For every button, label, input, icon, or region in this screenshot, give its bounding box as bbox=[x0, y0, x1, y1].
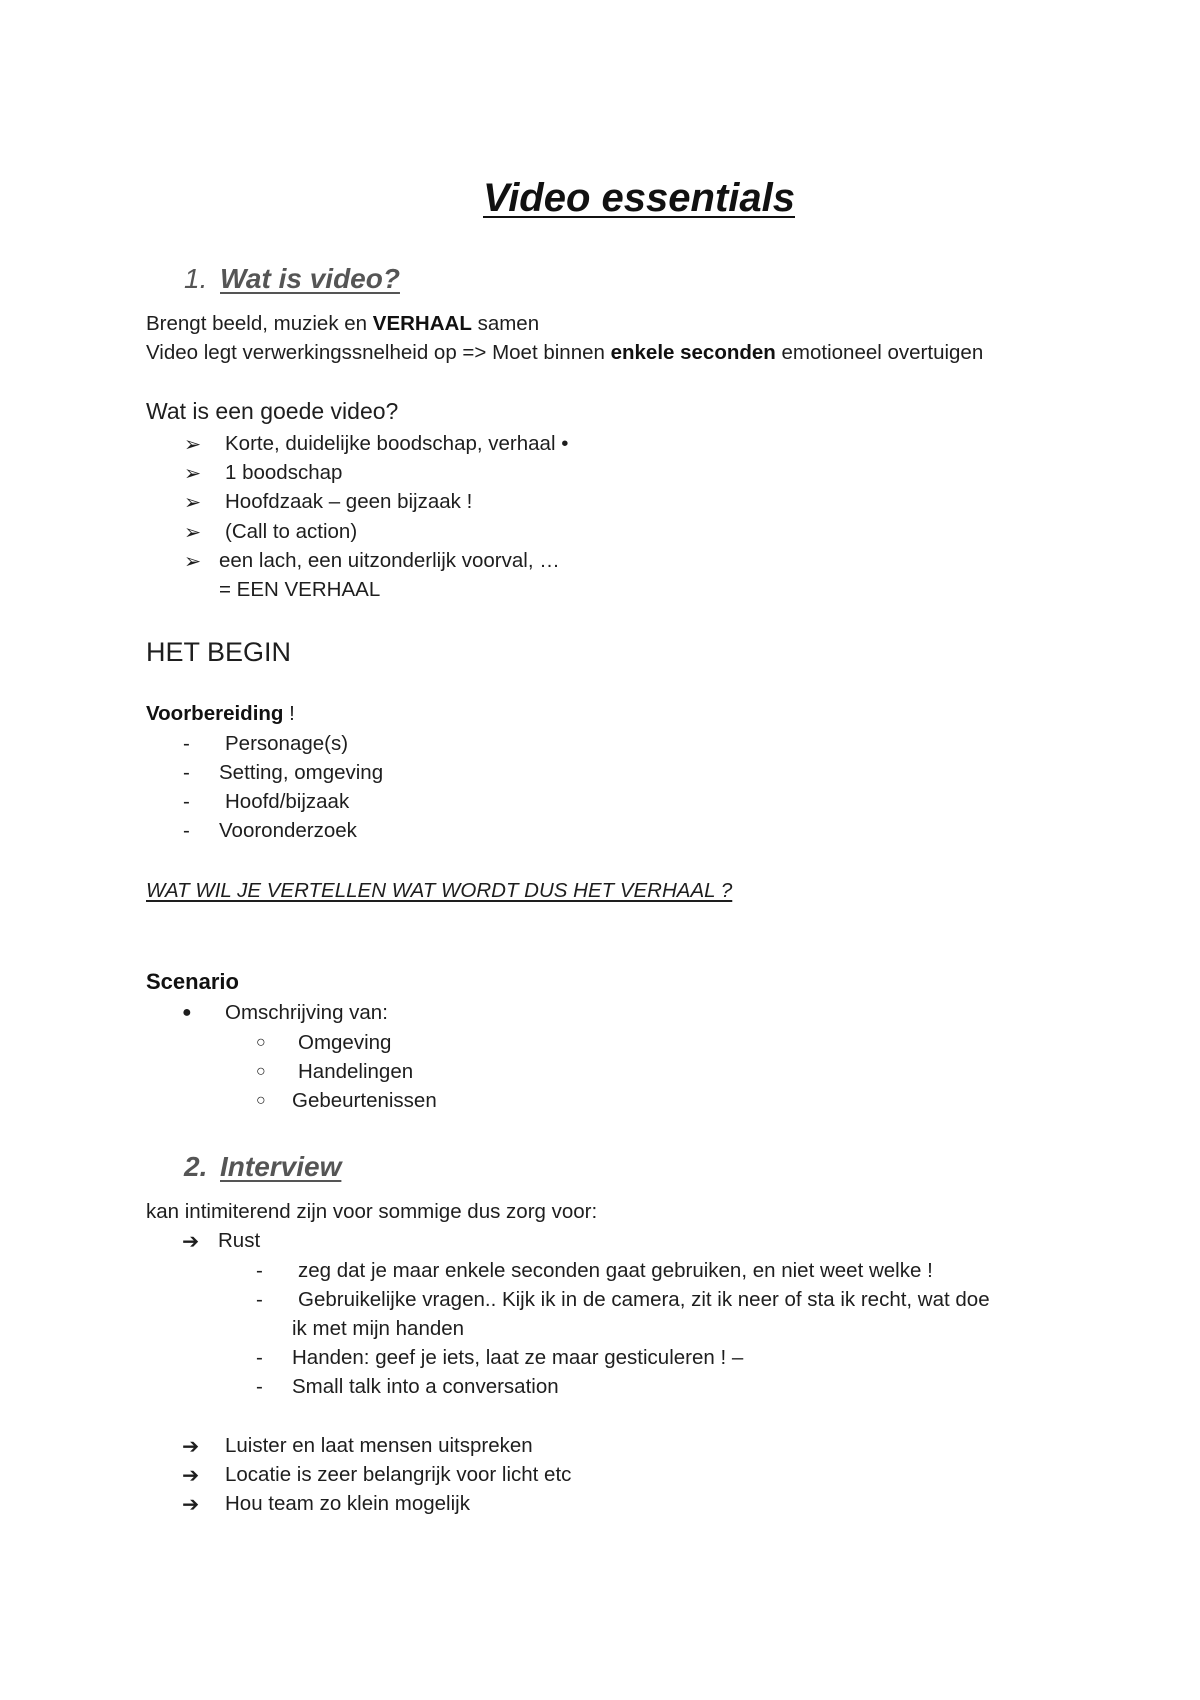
list-item-text: Handelingen bbox=[298, 1060, 414, 1083]
het-begin-heading: HET BEGIN bbox=[146, 637, 292, 667]
dash-bullet-icon: - bbox=[183, 790, 190, 813]
list-item bbox=[184, 549, 560, 573]
list-item bbox=[184, 520, 357, 544]
arrowhead-bullet-icon: ➢ bbox=[184, 491, 202, 514]
list-item-text: Personage(s) bbox=[225, 732, 349, 755]
sub-list-item bbox=[256, 1031, 391, 1055]
section-heading-text: Wat is video? bbox=[220, 263, 400, 294]
subheading-question: Wat is een goede video? bbox=[146, 398, 399, 424]
list-item-text: Luister en laat mensen uitspreken bbox=[225, 1434, 533, 1457]
bold-text: Voorbereiding bbox=[146, 702, 284, 725]
list-item-text: Omschrijving van: bbox=[225, 1001, 388, 1024]
arrow-right-icon: ➔ bbox=[182, 1230, 200, 1253]
section-heading-text: Interview bbox=[220, 1151, 342, 1182]
filled-circle-bullet-icon: ● bbox=[182, 1004, 192, 1021]
sub-list-item-continuation: ik met mijn handen bbox=[292, 1317, 465, 1340]
hollow-circle-bullet-icon: ○ bbox=[256, 1092, 266, 1109]
sub-list-item bbox=[256, 1089, 437, 1113]
bold-text: VERHAAL bbox=[372, 312, 472, 335]
list-item bbox=[182, 1229, 260, 1253]
voorbereiding-heading bbox=[146, 702, 295, 726]
list-item bbox=[183, 761, 383, 785]
arrowhead-bullet-icon: ➢ bbox=[184, 462, 202, 485]
arrow-right-icon: ➔ bbox=[182, 1493, 200, 1516]
hollow-circle-bullet-icon: ○ bbox=[256, 1063, 266, 1080]
list-item-text: Small talk into a conversation bbox=[292, 1375, 559, 1398]
list-item-text: Hoofd/bijzaak bbox=[225, 790, 350, 813]
sub-list-item bbox=[256, 1346, 743, 1370]
text-span: samen bbox=[471, 312, 540, 335]
arrow-right-icon: ➔ bbox=[182, 1435, 200, 1458]
list-item bbox=[184, 461, 342, 485]
text-span: ! bbox=[283, 702, 295, 725]
sub-list-item bbox=[256, 1259, 933, 1283]
section-number: 2. bbox=[184, 1151, 208, 1182]
list-item bbox=[182, 1492, 470, 1516]
list-item-text: Handen: geef je iets, laat ze maar gesticuleren ! – bbox=[292, 1346, 744, 1369]
document-title: Video essentials bbox=[483, 176, 795, 220]
dash-bullet-icon: - bbox=[256, 1288, 263, 1311]
arrowhead-bullet-icon: ➢ bbox=[184, 433, 202, 456]
list-item-text: Setting, omgeving bbox=[219, 761, 384, 784]
dash-bullet-icon: - bbox=[183, 819, 190, 842]
list-item-text: Korte, duidelijke boodschap, verhaal • bbox=[225, 432, 569, 455]
paragraph-line bbox=[146, 341, 983, 365]
story-question: WAT WIL JE VERTELLEN WAT WORDT DUS HET VERHAAL ? bbox=[146, 879, 733, 902]
list-item bbox=[182, 1463, 571, 1487]
section-heading-interview bbox=[184, 1151, 341, 1183]
list-item-text: Gebeurtenissen bbox=[292, 1089, 437, 1112]
list-item bbox=[182, 1434, 533, 1458]
hollow-circle-bullet-icon: ○ bbox=[256, 1034, 266, 1051]
section-number: 1. bbox=[184, 263, 208, 294]
dash-bullet-icon: - bbox=[256, 1375, 263, 1398]
list-item-text: Locatie is zeer belangrijk voor licht etc bbox=[225, 1463, 572, 1486]
list-item-text: Omgeving bbox=[298, 1031, 392, 1054]
scenario-heading bbox=[146, 969, 239, 995]
text-span: Video legt verwerkingssnelheid op => Moet binnen bbox=[146, 341, 611, 364]
arrowhead-bullet-icon: ➢ bbox=[184, 550, 202, 573]
sub-list-item bbox=[256, 1060, 413, 1084]
section-heading-wat-is-video bbox=[184, 263, 400, 295]
dash-bullet-icon: - bbox=[256, 1259, 263, 1282]
text-span: Brengt beeld, muziek en bbox=[146, 312, 373, 335]
list-item-text: 1 boodschap bbox=[225, 461, 343, 484]
arrowhead-bullet-icon: ➢ bbox=[184, 521, 202, 544]
list-item bbox=[183, 790, 349, 814]
bold-text: enkele seconden bbox=[610, 341, 776, 364]
list-item bbox=[184, 490, 472, 514]
dash-bullet-icon: - bbox=[183, 761, 190, 784]
list-item-text: Rust bbox=[218, 1229, 261, 1252]
list-item bbox=[182, 1001, 388, 1025]
list-item-text: (Call to action) bbox=[225, 520, 358, 543]
list-item bbox=[183, 732, 348, 756]
dash-bullet-icon: - bbox=[256, 1346, 263, 1369]
list-item-text: Hoofdzaak – geen bijzaak ! bbox=[225, 490, 473, 513]
interview-intro: kan intimiterend zijn voor sommige dus zorg voor: bbox=[146, 1200, 598, 1223]
list-item bbox=[184, 432, 568, 456]
sub-list-item bbox=[256, 1375, 559, 1399]
list-item-text: zeg dat je maar enkele seconden gaat gebruiken, en niet weet welke ! bbox=[298, 1259, 933, 1282]
arrow-right-icon: ➔ bbox=[182, 1464, 200, 1487]
sub-list-item bbox=[256, 1288, 990, 1312]
list-item-text: Gebruikelijke vragen.. Kijk ik in de camera, zit ik neer of sta ik recht, wat doe bbox=[298, 1288, 990, 1311]
list-item-text: Vooronderzoek bbox=[219, 819, 357, 842]
list-item-text: een lach, een uitzonderlijk voorval, … bbox=[219, 549, 560, 572]
list-conclusion: = EEN VERHAAL bbox=[219, 578, 381, 601]
dash-bullet-icon: - bbox=[183, 732, 190, 755]
list-item-text: Hou team zo klein mogelijk bbox=[225, 1492, 470, 1515]
text-span: emotioneel overtuigen bbox=[775, 341, 984, 364]
bold-text: Scenario bbox=[146, 969, 239, 994]
list-item bbox=[183, 819, 357, 843]
paragraph-line bbox=[146, 312, 539, 336]
